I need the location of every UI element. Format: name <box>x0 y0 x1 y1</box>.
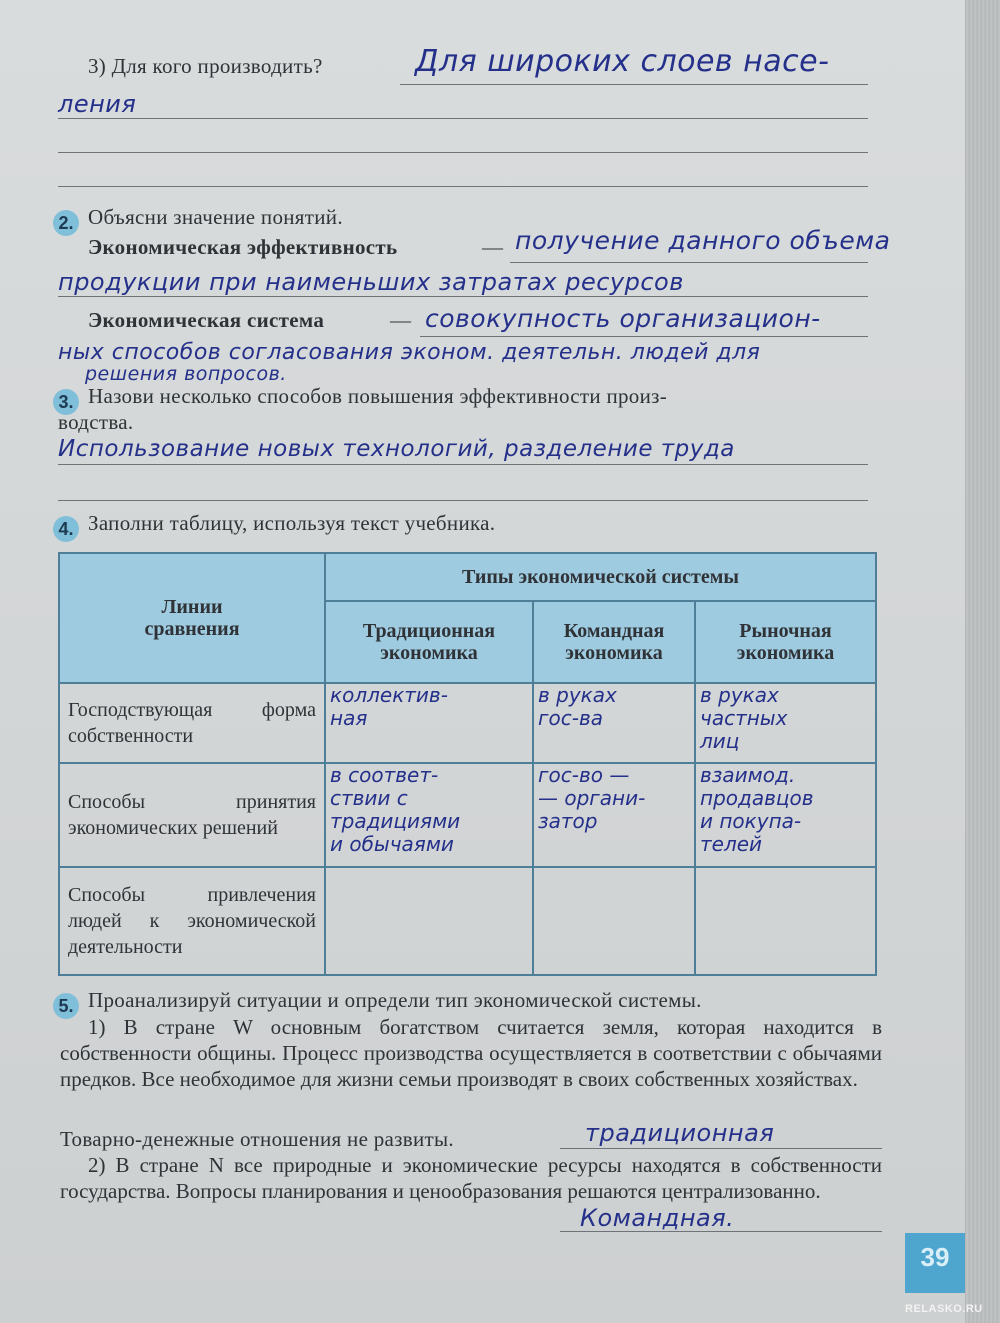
table-row <box>59 683 876 763</box>
task-number-badge: 5. <box>53 993 79 1019</box>
table-cell <box>695 763 876 867</box>
answer-line <box>560 1231 882 1232</box>
answer-line <box>560 1148 882 1149</box>
table-cell <box>325 763 533 867</box>
task-number-badge: 4. <box>53 516 79 542</box>
column-header-traditional <box>325 601 533 683</box>
column-header-line: Командная <box>563 620 665 642</box>
case-1-last-line: Товарно-денежные отношения не развиты. <box>60 1127 454 1151</box>
table-cell <box>695 683 876 763</box>
task-number-badge: 2. <box>53 210 79 236</box>
handwritten-cell-line: частных <box>700 706 788 730</box>
task-3-prompt-cont: водства. <box>58 410 134 434</box>
handwritten-cell-line: гос-ва <box>538 706 603 730</box>
column-header-market <box>695 601 876 683</box>
handwritten-cell-line: ная <box>330 706 368 730</box>
handwritten-cell-line: в соответ- <box>330 763 439 787</box>
handwritten-answer: Использование новых технологий, разделение труда <box>58 436 735 462</box>
handwritten-cell-line: гос-во — <box>538 763 630 787</box>
handwritten-cell-line: продавцов <box>700 786 814 810</box>
corner-header-line: сравнения <box>144 618 240 640</box>
handwritten-cell-line: и обычаями <box>330 832 454 856</box>
economic-systems-table <box>58 552 877 976</box>
task-number-badge: 3. <box>53 389 79 415</box>
handwritten-cell-line: телей <box>700 832 763 856</box>
page-number-tab: 39 <box>905 1233 965 1293</box>
table-cell-empty <box>533 867 695 975</box>
answer-line <box>58 296 868 297</box>
column-header-line: Рыночная <box>739 620 832 642</box>
answer-line <box>58 152 868 153</box>
task-2-prompt: Объясни значение понятий. <box>88 205 343 229</box>
dash: — <box>390 308 412 332</box>
handwritten-definition: совокупность организацион- <box>425 304 821 333</box>
answer-line <box>58 500 868 501</box>
table-row <box>59 763 876 867</box>
question-3-prompt: 3) Для кого производить? <box>88 54 323 78</box>
task-3-prompt: Назови несколько способов повышения эффективности произ- <box>88 384 668 408</box>
table-cell-empty <box>325 867 533 975</box>
handwritten-cell-line: ствии с <box>330 786 408 810</box>
table-group-header: Типы экономической системы <box>325 553 876 601</box>
handwritten-cell-line: коллектив- <box>330 683 448 707</box>
handwritten-answer: Для широких слоев насе- <box>415 44 830 79</box>
handwritten-definition: ных способов согласования эконом. деятельн. людей для <box>58 340 761 365</box>
task-4-prompt: Заполни таблицу, используя текст учебника. <box>88 511 496 535</box>
column-header-line: экономика <box>380 642 478 664</box>
case-1-text: 1) В стране W основным богатством считается земля, которая находится в собственности общины. Процесс производства осуществляется в соответствии с обычаями предков. Все необходимое для жизни семьи производят в своих собственных хозяйствах. <box>60 1015 882 1091</box>
page-stack-edge <box>965 0 1000 1323</box>
column-header-command <box>533 601 695 683</box>
handwritten-answer: ления <box>58 90 137 118</box>
handwritten-cell-line: в руках <box>538 683 617 707</box>
table-cell <box>325 683 533 763</box>
watermark: RELASKO.RU <box>905 1303 983 1315</box>
answer-line <box>400 84 868 85</box>
column-header-line: экономика <box>736 642 835 664</box>
column-header-line: Традиционная <box>362 620 496 642</box>
table-cell <box>533 763 695 867</box>
table-cell <box>533 683 695 763</box>
table-corner-header <box>59 553 325 683</box>
case-2-text: 2) В стране N все природные и экономические ресурсы находятся в собственности государства. Вопросы планирования и ценообразования решаются централизованно. <box>60 1153 882 1203</box>
handwritten-answer: Командная. <box>580 1204 735 1232</box>
answer-line <box>510 262 868 263</box>
term-economic-efficiency: Экономическая эффективность <box>88 235 398 259</box>
task-5-prompt: Проанализируй ситуации и определи тип экономической системы. <box>88 988 702 1012</box>
column-header-line: экономика <box>565 642 663 664</box>
handwritten-cell-line: — органи- <box>538 786 646 810</box>
table-cell-empty <box>695 867 876 975</box>
table-row <box>59 867 876 975</box>
row-label: Способы привлечения людей к экономической деятельности <box>59 867 325 975</box>
answer-line <box>58 464 868 465</box>
handwritten-cell-line: и покупа- <box>700 809 802 833</box>
handwritten-cell-line: лиц <box>700 729 740 753</box>
answer-line <box>58 186 868 187</box>
dash: — <box>482 235 504 259</box>
term-economic-system: Экономическая система <box>88 308 325 332</box>
handwritten-definition: продукции при наименьших затратах ресурсов <box>58 268 684 296</box>
row-label: Способы принятия экономических решений <box>59 763 325 867</box>
row-label: Господствующая форма собственности <box>59 683 325 763</box>
answer-line <box>420 336 868 337</box>
handwritten-cell-line: взаимод. <box>700 763 796 787</box>
handwritten-cell-line: затор <box>538 809 598 833</box>
handwritten-definition: получение данного объема <box>515 226 891 255</box>
corner-header-line: Линии <box>161 596 223 618</box>
handwritten-cell-line: традициями <box>330 809 461 833</box>
handwritten-cell-line: в руках <box>700 683 779 707</box>
handwritten-answer: традиционная <box>585 1119 775 1147</box>
answer-line <box>58 118 868 119</box>
handwritten-definition: решения вопросов. <box>85 363 287 385</box>
